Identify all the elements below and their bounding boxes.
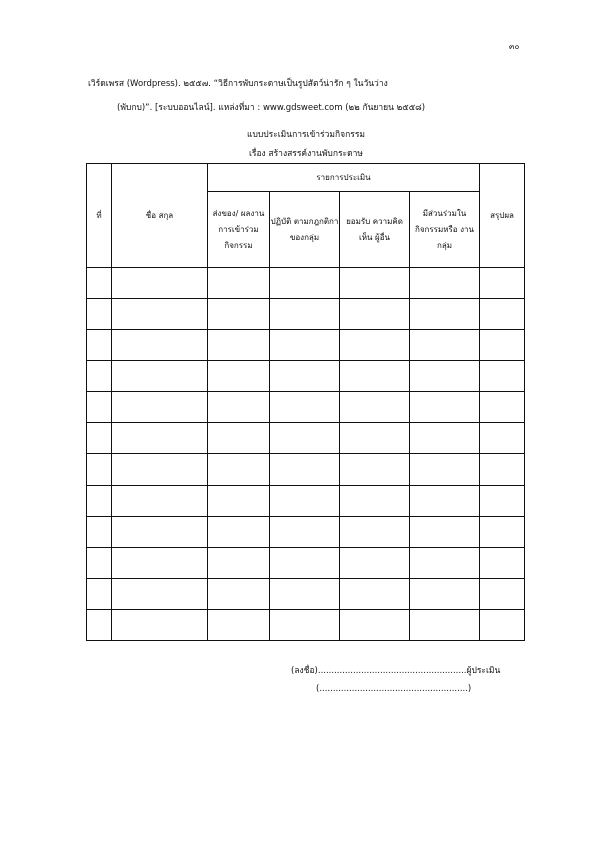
table-cell xyxy=(112,268,208,299)
table-cell xyxy=(112,330,208,361)
table-cell xyxy=(270,578,340,609)
table-cell xyxy=(208,330,270,361)
table-cell xyxy=(270,609,340,640)
table-cell xyxy=(270,361,340,392)
criterion-header-4: มีส่วนร่วมใน กิจกรรมหรือ งานกลุ่ม xyxy=(410,192,480,268)
table-cell xyxy=(410,547,480,578)
table-cell xyxy=(87,392,112,423)
table-cell xyxy=(410,609,480,640)
table-cell xyxy=(480,361,525,392)
table-cell xyxy=(87,423,112,454)
table-cell xyxy=(208,361,270,392)
table-cell xyxy=(112,609,208,640)
table-cell xyxy=(410,454,480,485)
table-cell xyxy=(270,330,340,361)
table-cell xyxy=(340,392,410,423)
table-cell xyxy=(208,423,270,454)
table-cell xyxy=(87,454,112,485)
table-cell xyxy=(270,392,340,423)
table-cell xyxy=(208,485,270,516)
table-body xyxy=(87,268,525,641)
table-cell xyxy=(208,578,270,609)
table-cell xyxy=(410,423,480,454)
table-cell xyxy=(410,578,480,609)
table-cell xyxy=(87,578,112,609)
table-cell xyxy=(87,361,112,392)
table-cell xyxy=(270,299,340,330)
criterion-header-2: ปฏิบัติ ตามกฎกติกา ของกลุ่ม xyxy=(270,192,340,268)
table-cell xyxy=(340,423,410,454)
column-group-header: รายการประเมิน xyxy=(208,164,480,192)
column-header-no: ที่ xyxy=(87,164,112,268)
table-cell xyxy=(87,609,112,640)
table-cell xyxy=(410,299,480,330)
table-row xyxy=(87,547,525,578)
table-cell xyxy=(410,268,480,299)
table-row xyxy=(87,423,525,454)
criterion-header-3: ยอมรับ ความคิดเห็น ผู้อื่น xyxy=(340,192,410,268)
table-cell xyxy=(340,609,410,640)
table-cell xyxy=(270,516,340,547)
table-cell xyxy=(112,578,208,609)
table-cell xyxy=(340,268,410,299)
table-cell xyxy=(340,454,410,485)
table-cell xyxy=(340,485,410,516)
table-row xyxy=(87,299,525,330)
table-cell xyxy=(87,516,112,547)
table-row xyxy=(87,609,525,640)
table-cell xyxy=(208,516,270,547)
form-title: แบบประเมินการเข้าร่วมกิจกรรม xyxy=(246,130,366,140)
table-row xyxy=(87,485,525,516)
table-cell xyxy=(208,547,270,578)
table-cell xyxy=(340,547,410,578)
table-cell xyxy=(112,392,208,423)
page-number: ๓๐ xyxy=(509,42,520,51)
table-cell xyxy=(112,454,208,485)
table-cell xyxy=(340,361,410,392)
table-cell xyxy=(112,299,208,330)
reference-citation xyxy=(88,72,548,120)
table-cell xyxy=(480,485,525,516)
table-row xyxy=(87,330,525,361)
table-cell xyxy=(410,330,480,361)
table-cell xyxy=(410,361,480,392)
table-row xyxy=(87,516,525,547)
table-cell xyxy=(112,361,208,392)
reference-line-1: เวิร์ดเพรส (Wordpress). ๒๕๕๗. “วิธีการพับกระดาษเป็นรูปสัตว์น่ารัก ๆ ในวันว่าง xyxy=(88,79,388,89)
table-row xyxy=(87,392,525,423)
signature-line: (ลงชื่อ).......................................................ผู้ประเมิน xyxy=(291,666,501,676)
table-row xyxy=(87,454,525,485)
form-subtitle: เรื่อง สร้างสรรค์งานพับกระดาษ xyxy=(248,149,363,159)
table-cell xyxy=(270,454,340,485)
table-cell xyxy=(87,485,112,516)
evaluation-table xyxy=(86,163,525,641)
table-cell xyxy=(112,423,208,454)
table-row xyxy=(87,268,525,299)
table-cell xyxy=(208,299,270,330)
table-cell xyxy=(112,485,208,516)
table-cell xyxy=(87,299,112,330)
table-cell xyxy=(112,516,208,547)
table-cell xyxy=(480,299,525,330)
table-row xyxy=(87,361,525,392)
table-cell xyxy=(87,547,112,578)
table-cell xyxy=(480,330,525,361)
table-cell xyxy=(340,578,410,609)
table-cell xyxy=(208,392,270,423)
table-cell xyxy=(112,547,208,578)
signature-name-line: (.......................................................) xyxy=(316,684,472,694)
reference-line-2: (พับกบ)”. [ระบบออนไลน์]. แหล่งที่มา : www.gdsweet.com (๒๒ กันยายน ๒๕๕๘) xyxy=(117,103,426,113)
table-cell xyxy=(340,516,410,547)
table-cell xyxy=(270,423,340,454)
table-cell xyxy=(480,392,525,423)
table-cell xyxy=(480,547,525,578)
table-cell xyxy=(340,330,410,361)
table-cell xyxy=(410,516,480,547)
table-cell xyxy=(480,454,525,485)
table-cell xyxy=(270,268,340,299)
table-cell xyxy=(208,609,270,640)
table-cell xyxy=(208,454,270,485)
table-cell xyxy=(208,268,270,299)
table-cell xyxy=(480,609,525,640)
table-row xyxy=(87,578,525,609)
table-cell xyxy=(270,485,340,516)
criterion-header-1: ส่งของ/ ผลงาน การเข้าร่วม กิจกรรม xyxy=(208,192,270,268)
column-header-result: สรุปผล xyxy=(480,164,525,268)
table-cell xyxy=(270,547,340,578)
table-cell xyxy=(87,330,112,361)
table-cell xyxy=(480,578,525,609)
table-cell xyxy=(480,423,525,454)
table-cell xyxy=(480,268,525,299)
table-cell xyxy=(87,268,112,299)
table-cell xyxy=(410,485,480,516)
table-cell xyxy=(340,299,410,330)
column-header-name: ชื่อ สกุล xyxy=(112,164,208,268)
table-cell xyxy=(410,392,480,423)
table-cell xyxy=(480,516,525,547)
